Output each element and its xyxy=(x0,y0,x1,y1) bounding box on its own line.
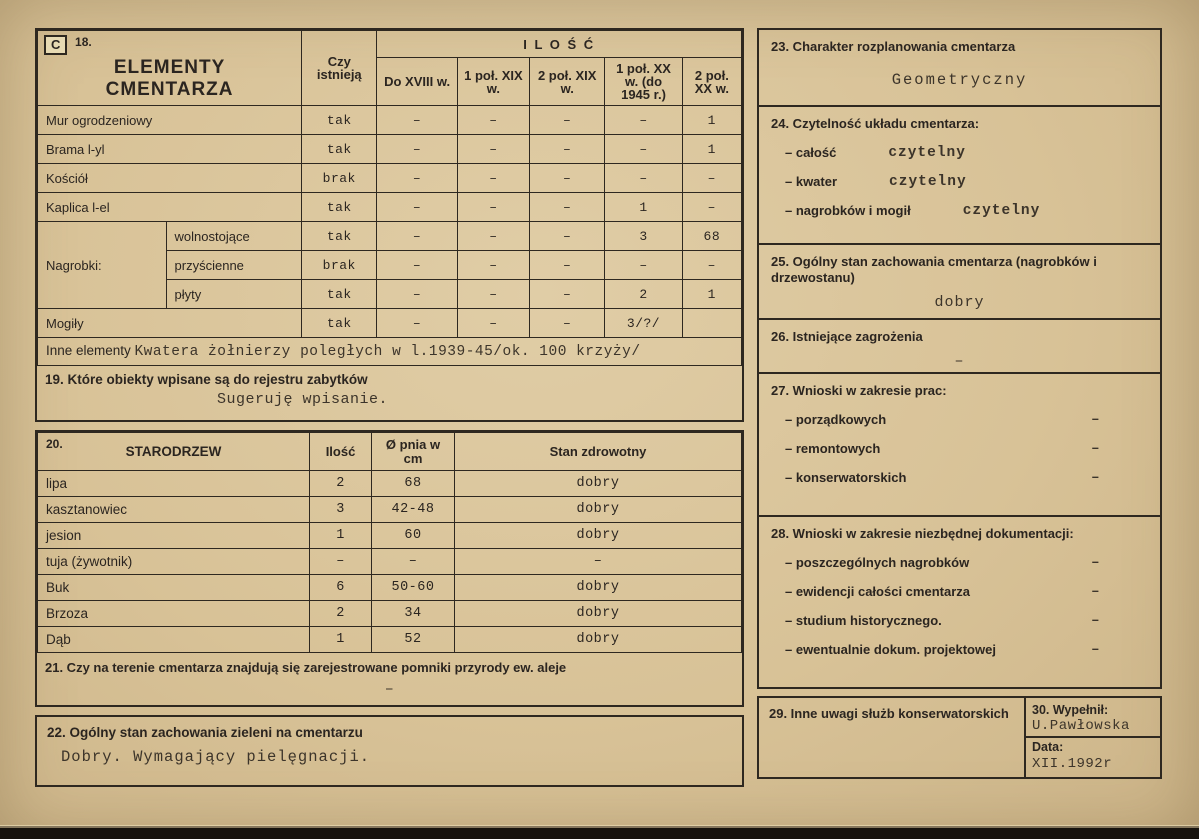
tree-diameter: 60 xyxy=(372,523,455,549)
section-21-label: 21. Czy na terenie cmentarza znajdują się zarejestrowane pomniki przyrody ew. aleje xyxy=(45,660,567,675)
section-29 xyxy=(759,698,1026,777)
period-value: 68 xyxy=(682,222,741,251)
legibility-item-value: czytelny xyxy=(889,174,967,190)
legibility-item-value: czytelny xyxy=(888,145,966,161)
section-23 xyxy=(759,30,1160,107)
period-value: – xyxy=(377,309,457,338)
period-value: 1 xyxy=(682,106,741,135)
section-24-label: 24. Czytelność układu cmentarza: xyxy=(771,116,980,131)
column-header-quantity: I L O Ś Ć xyxy=(377,31,742,58)
date-value: XII.1992r xyxy=(1032,756,1113,772)
tree-health: dobry xyxy=(455,497,742,523)
tree-diameter: – xyxy=(372,549,455,575)
section-18-number: 18. xyxy=(75,35,92,49)
tree-diameter: 34 xyxy=(372,601,455,627)
section-23-value: Geometryczny xyxy=(891,71,1028,89)
tree-count: 3 xyxy=(310,497,372,523)
documentation-item xyxy=(771,642,1148,658)
legibility-item xyxy=(771,203,1148,219)
period-value: 1 xyxy=(682,280,741,309)
column-header-period-4: 2 poł. XX w. xyxy=(682,58,741,106)
documentation-item-value: – xyxy=(1091,613,1100,629)
exists-value: tak xyxy=(302,193,377,222)
table18-title-line2: CMENTARZA xyxy=(105,79,234,100)
table18-title-line1: ELEMENTY xyxy=(113,57,226,78)
tree-name: Dąb xyxy=(38,627,310,653)
tree-diameter: 52 xyxy=(372,627,455,653)
documentation-item-label: – ewidencji całości cmentarza xyxy=(785,584,970,599)
period-value: – xyxy=(377,280,457,309)
legibility-item-label: – nagrobków i mogił xyxy=(785,203,911,218)
period-value: 3/?/ xyxy=(605,309,682,338)
table-row xyxy=(38,193,742,222)
table-row xyxy=(38,106,742,135)
column-header-count: Ilość xyxy=(310,433,372,471)
row-label: Brama l-yl xyxy=(38,135,302,164)
period-value: 3 xyxy=(605,222,682,251)
tree-name: kasztanowiec xyxy=(38,497,310,523)
period-value xyxy=(682,309,741,338)
row-sublabel: wolnostojące xyxy=(166,222,302,251)
tree-count: 1 xyxy=(310,523,372,549)
period-value: – xyxy=(457,164,529,193)
table-row xyxy=(38,222,742,251)
table-row xyxy=(38,523,742,549)
old-trees-table xyxy=(37,432,742,653)
period-value: – xyxy=(530,251,605,280)
period-value: 2 xyxy=(605,280,682,309)
documentation-item-value: – xyxy=(1091,642,1100,658)
date-label: Data: xyxy=(1032,740,1064,754)
column-header-period-2: 2 poł. XIX w. xyxy=(530,58,605,106)
works-item-label: – konserwatorskich xyxy=(785,470,907,485)
period-value: – xyxy=(605,106,682,135)
period-value: 1 xyxy=(682,135,741,164)
section-22-label: 22. Ogólny stan zachowania zieleni na cmentarzu xyxy=(47,725,363,740)
section-25-label: 25. Ogólny stan zachowania cmentarza (nagrobków i drzewostanu) xyxy=(771,254,1097,285)
tree-count: 2 xyxy=(310,601,372,627)
exists-value: tak xyxy=(302,222,377,251)
period-value: – xyxy=(457,106,529,135)
period-value: – xyxy=(457,309,529,338)
other-elements-label: Inne elementy xyxy=(46,343,131,358)
sections-23-28-box xyxy=(757,28,1162,689)
works-item-value: – xyxy=(1091,441,1100,457)
documentation-item-label: – poszczególnych nagrobków xyxy=(785,555,970,570)
table-row xyxy=(38,309,742,338)
exists-value: tak xyxy=(302,135,377,164)
period-value: – xyxy=(377,251,457,280)
row-label: Mogiły xyxy=(38,309,302,338)
documentation-item xyxy=(771,613,1148,629)
section-20-21-box xyxy=(35,430,744,707)
exists-value: brak xyxy=(302,164,377,193)
section-30 xyxy=(1026,698,1160,777)
row-sublabel: płyty xyxy=(166,280,302,309)
period-value: – xyxy=(377,193,457,222)
period-value: – xyxy=(605,164,682,193)
tree-health: dobry xyxy=(455,523,742,549)
section-19-value: Sugeruję wpisanie. xyxy=(217,391,389,408)
table-row xyxy=(38,471,742,497)
section-21 xyxy=(37,653,742,705)
tree-count: 6 xyxy=(310,575,372,601)
period-value: – xyxy=(682,251,741,280)
table-row xyxy=(38,164,742,193)
period-value: – xyxy=(377,222,457,251)
section-24 xyxy=(759,107,1160,245)
section-30-label: 30. Wypełnił: xyxy=(1032,703,1109,717)
section-28-label: 28. Wnioski w zakresie niezbędnej dokumentacji: xyxy=(771,526,1074,541)
section-25-value: dobry xyxy=(934,294,985,311)
other-elements-cell xyxy=(38,338,742,366)
period-value: – xyxy=(530,106,605,135)
tree-name: Brzoza xyxy=(38,601,310,627)
period-value: – xyxy=(377,164,457,193)
table-row xyxy=(38,627,742,653)
section-20-number: 20. xyxy=(46,437,63,451)
column-header-period-3: 1 poł. XX w. (do 1945 r.) xyxy=(605,58,682,106)
column-header-trunk-diameter: Ø pnia w cm xyxy=(372,433,455,471)
section-25 xyxy=(759,245,1160,320)
column-header-period-1: 1 poł. XIX w. xyxy=(457,58,529,106)
filled-by-name: U.Pawłowska xyxy=(1026,717,1160,738)
legibility-item xyxy=(771,174,1148,190)
table-row xyxy=(38,549,742,575)
section-27-label: 27. Wnioski w zakresie prac: xyxy=(771,383,947,398)
tree-diameter: 68 xyxy=(372,471,455,497)
documentation-item xyxy=(771,555,1148,571)
table20-title-cell xyxy=(38,433,310,471)
legibility-item-label: – kwater xyxy=(785,174,838,189)
tree-health: – xyxy=(455,549,742,575)
period-value: – xyxy=(377,106,457,135)
period-value: – xyxy=(457,280,529,309)
row-label: Kaplica l-el xyxy=(38,193,302,222)
legibility-item xyxy=(771,145,1148,161)
tree-diameter: 42-48 xyxy=(372,497,455,523)
table20-title: STARODRZEW xyxy=(125,444,222,459)
period-value: – xyxy=(530,135,605,164)
tree-name: jesion xyxy=(38,523,310,549)
works-item xyxy=(771,441,1148,457)
row-sublabel: przyścienne xyxy=(166,251,302,280)
documentation-item-label: – ewentualnie dokum. projektowej xyxy=(785,642,996,657)
works-item-value: – xyxy=(1091,412,1100,428)
group-label-nagrobki: Nagrobki: xyxy=(38,222,167,309)
works-item xyxy=(771,412,1148,428)
section-26-label: 26. Istniejące zagrożenia xyxy=(771,329,923,344)
table-row xyxy=(38,497,742,523)
tree-name: Buk xyxy=(38,575,310,601)
works-item-label: – porządkowych xyxy=(785,412,887,427)
column-header-exists: Czy istnieją xyxy=(302,31,377,106)
section-23-label: 23. Charakter rozplanowania cmentarza xyxy=(771,39,1016,54)
column-header-health: Stan zdrowotny xyxy=(455,433,742,471)
section-18-19-box xyxy=(35,28,744,422)
works-item-label: – remontowych xyxy=(785,441,881,456)
tree-count: 2 xyxy=(310,471,372,497)
section-28 xyxy=(759,517,1160,687)
period-value: – xyxy=(457,135,529,164)
works-item-value: – xyxy=(1091,470,1100,486)
table18-title-cell xyxy=(38,31,302,106)
tree-health: dobry xyxy=(455,627,742,653)
table18-title xyxy=(44,57,295,101)
section-29-label: 29. Inne uwagi służb konserwatorskich xyxy=(769,706,1009,721)
row-label: Kościół xyxy=(38,164,302,193)
section-22-box xyxy=(35,715,744,787)
sections-29-30-box xyxy=(757,696,1162,779)
period-value: – xyxy=(457,222,529,251)
period-value: – xyxy=(530,309,605,338)
period-value: – xyxy=(605,135,682,164)
tree-diameter: 50-60 xyxy=(372,575,455,601)
period-value: – xyxy=(530,280,605,309)
tree-name: tuja (żywotnik) xyxy=(38,549,310,575)
period-value: – xyxy=(530,164,605,193)
tree-name: lipa xyxy=(38,471,310,497)
form-letter-badge: C xyxy=(44,35,67,55)
tree-count: – xyxy=(310,549,372,575)
legibility-item-value: czytelny xyxy=(962,203,1041,219)
period-value: – xyxy=(605,251,682,280)
documentation-item-label: – studium historycznego. xyxy=(785,613,942,628)
right-column xyxy=(757,28,1162,779)
cemetery-elements-table xyxy=(37,30,742,366)
period-value: – xyxy=(530,193,605,222)
section-21-value: – xyxy=(384,681,395,698)
tree-health: dobry xyxy=(455,575,742,601)
works-item xyxy=(771,470,1148,486)
legibility-item-label: – całość xyxy=(785,145,837,160)
period-value: 1 xyxy=(605,193,682,222)
exists-value: tak xyxy=(302,280,377,309)
exists-value: brak xyxy=(302,251,377,280)
scan-dark-strip xyxy=(0,828,1199,839)
tree-health: dobry xyxy=(455,471,742,497)
exists-value: tak xyxy=(302,309,377,338)
section-19-label: 19. Które obiekty wpisane są do rejestru zabytków xyxy=(45,372,368,387)
period-value: – xyxy=(682,193,741,222)
table-row xyxy=(38,575,742,601)
section-19 xyxy=(37,366,742,420)
table-row xyxy=(38,601,742,627)
tree-health: dobry xyxy=(455,601,742,627)
section-22-value: Dobry. Wymagający pielęgnacji. xyxy=(61,748,371,766)
section-26 xyxy=(759,320,1160,374)
period-value: – xyxy=(457,251,529,280)
documentation-item xyxy=(771,584,1148,600)
period-value: – xyxy=(530,222,605,251)
other-elements-value: Kwatera żołnierzy poległych w l.1939-45/ok. 100 krzyży/ xyxy=(134,344,641,360)
period-value: – xyxy=(457,193,529,222)
documentation-item-value: – xyxy=(1091,555,1100,571)
tree-count: 1 xyxy=(310,627,372,653)
exists-value: tak xyxy=(302,106,377,135)
column-header-period-0: Do XVIII w. xyxy=(377,58,457,106)
left-column xyxy=(35,28,744,787)
documentation-item-value: – xyxy=(1091,584,1100,600)
section-27 xyxy=(759,374,1160,517)
period-value: – xyxy=(377,135,457,164)
section-26-value: – xyxy=(954,353,965,370)
table-row xyxy=(38,135,742,164)
period-value: – xyxy=(682,164,741,193)
other-elements-row xyxy=(38,338,742,366)
row-label: Mur ogrodzeniowy xyxy=(38,106,302,135)
